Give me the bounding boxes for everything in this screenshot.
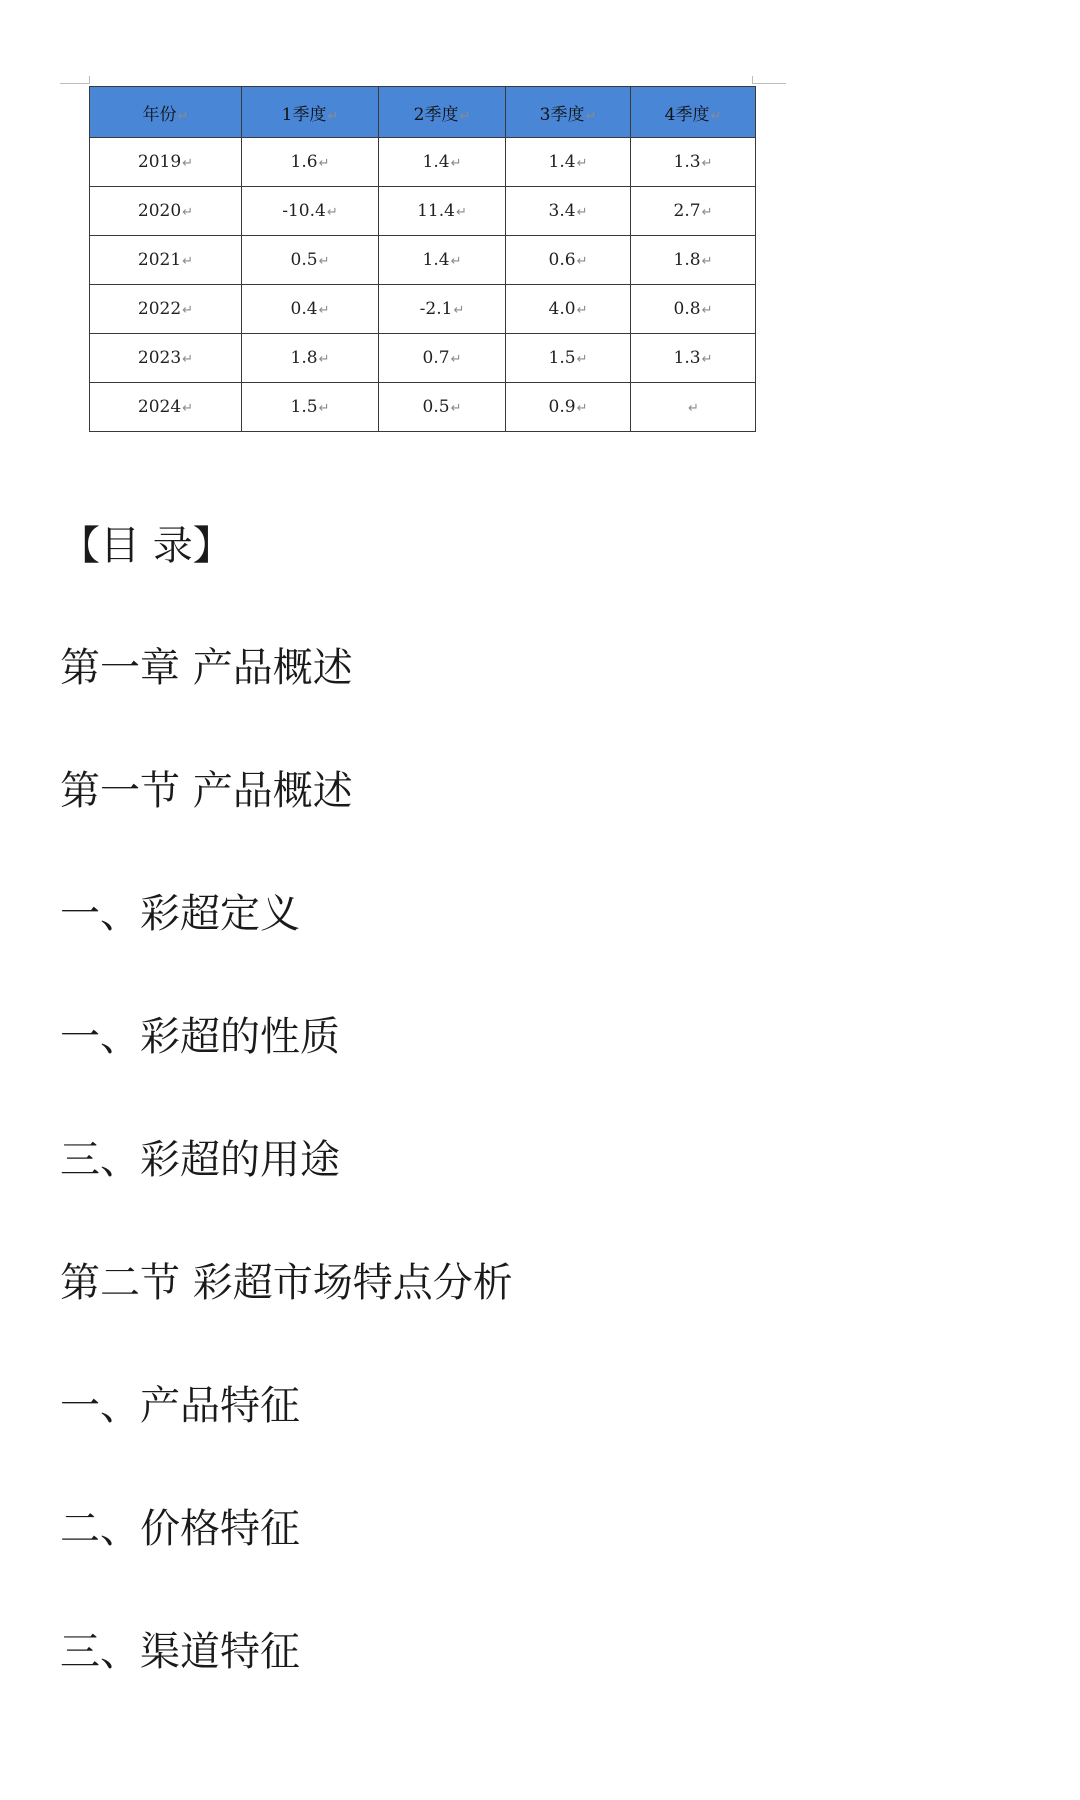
table-cell: 2021↵ <box>90 236 242 285</box>
toc-item-section-1[interactable]: 第一节 产品概述 <box>60 768 353 814</box>
table-header-cell: 4季度↵ <box>631 87 756 138</box>
toc-item-section-2[interactable]: 第二节 彩超市场特点分析 <box>60 1260 513 1306</box>
table-cell: 2022↵ <box>90 285 242 334</box>
table-cell: 0.5↵ <box>379 383 506 432</box>
toc-heading: 【目 录】 <box>60 523 233 569</box>
table-cell: 1.6↵ <box>242 138 379 187</box>
table-cell: 0.6↵ <box>506 236 631 285</box>
toc-item-channel-features[interactable]: 三、渠道特征 <box>60 1629 300 1675</box>
table-cell: 1.5↵ <box>506 334 631 383</box>
table-cell: 1.8↵ <box>631 236 756 285</box>
table-cell: 1.3↵ <box>631 334 756 383</box>
margin-marker-left <box>60 83 90 84</box>
toc-item-price-features[interactable]: 二、价格特征 <box>60 1506 300 1552</box>
table-header-cell: 年份↵ <box>90 87 242 138</box>
table-cell: 0.5↵ <box>242 236 379 285</box>
table-row <box>90 187 756 236</box>
quarterly-data-table <box>89 86 756 432</box>
table-row <box>90 138 756 187</box>
table-cell: -10.4↵ <box>242 187 379 236</box>
table-cell: 1.3↵ <box>631 138 756 187</box>
table-cell: 2020↵ <box>90 187 242 236</box>
table-row <box>90 285 756 334</box>
table-cell: -2.1↵ <box>379 285 506 334</box>
table-cell: ↵ <box>631 383 756 432</box>
table-row <box>90 383 756 432</box>
table-cell: 11.4↵ <box>379 187 506 236</box>
table-header-cell: 1季度↵ <box>242 87 379 138</box>
table-cell: 2.7↵ <box>631 187 756 236</box>
table-row <box>90 334 756 383</box>
table-cell: 2023↵ <box>90 334 242 383</box>
table-cell: 3.4↵ <box>506 187 631 236</box>
table-header-cell: 3季度↵ <box>506 87 631 138</box>
table-cell: 4.0↵ <box>506 285 631 334</box>
table-cell: 0.9↵ <box>506 383 631 432</box>
table-row <box>90 236 756 285</box>
table-cell: 2024↵ <box>90 383 242 432</box>
toc-item-definition[interactable]: 一、彩超定义 <box>60 891 300 937</box>
margin-marker-right-vertical <box>752 76 753 84</box>
toc-item-chapter-1[interactable]: 第一章 产品概述 <box>60 645 353 691</box>
margin-marker-left-vertical <box>89 76 90 84</box>
table-cell: 0.7↵ <box>379 334 506 383</box>
toc-item-usage[interactable]: 三、彩超的用途 <box>60 1137 340 1183</box>
table-cell: 2019↵ <box>90 138 242 187</box>
toc-item-nature[interactable]: 一、彩超的性质 <box>60 1014 340 1060</box>
table-cell: 1.4↵ <box>379 138 506 187</box>
table-header-cell: 2季度↵ <box>379 87 506 138</box>
table-cell: 1.4↵ <box>506 138 631 187</box>
table-cell: 0.4↵ <box>242 285 379 334</box>
toc-item-product-features[interactable]: 一、产品特征 <box>60 1383 300 1429</box>
table-cell: 0.8↵ <box>631 285 756 334</box>
table-header-row <box>90 87 756 138</box>
margin-marker-right <box>752 83 786 84</box>
table-cell: 1.4↵ <box>379 236 506 285</box>
table-cell: 1.5↵ <box>242 383 379 432</box>
table-cell: 1.8↵ <box>242 334 379 383</box>
